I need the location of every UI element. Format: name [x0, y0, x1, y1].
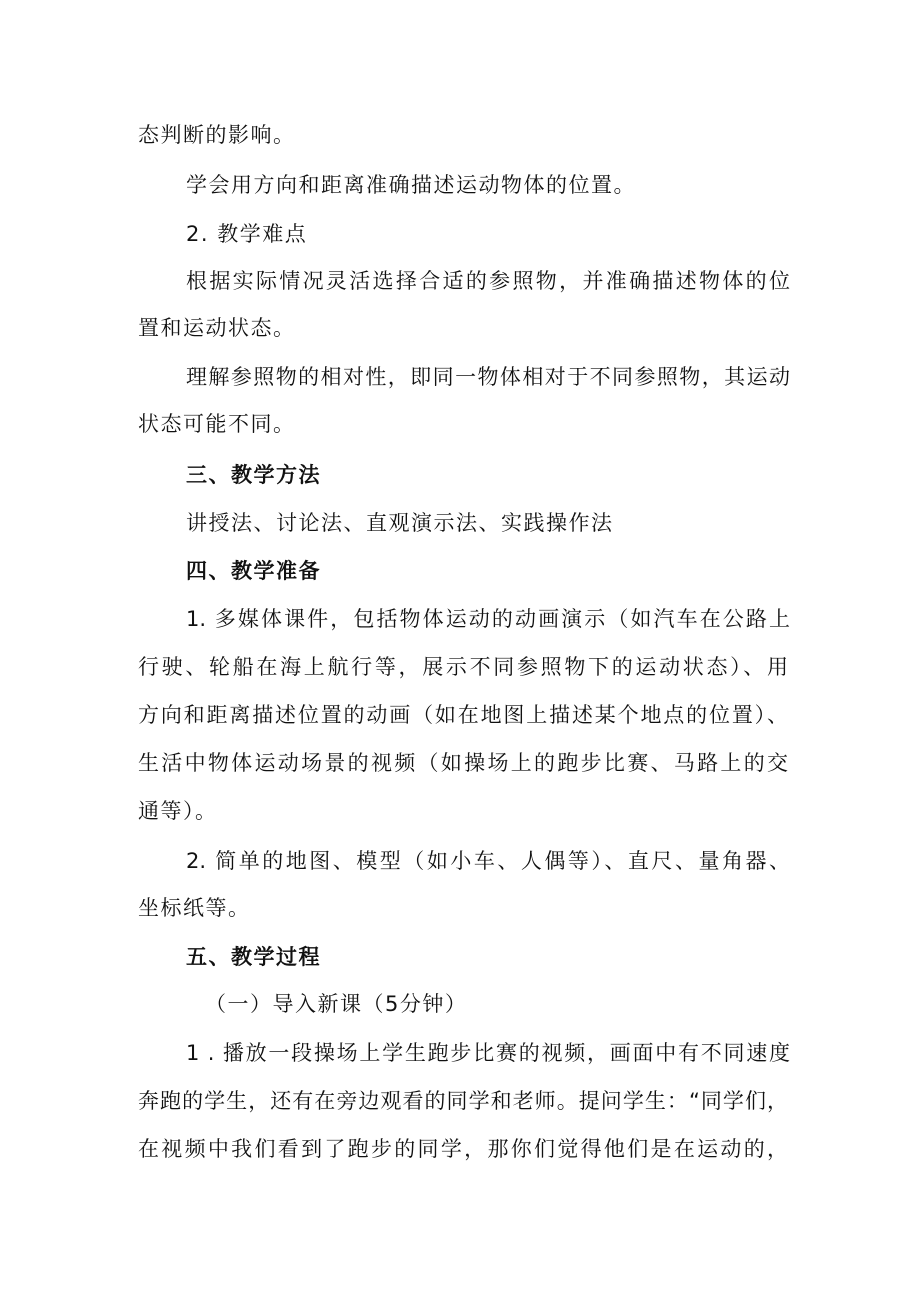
paragraph-line-process-3: 在视频中我们看到了跑步的同学，那你们觉得他们是在运动的，	[138, 1137, 788, 1161]
paragraph-line-prep-7: 坐标纸等。	[138, 896, 251, 920]
paragraph-line-1: 态判断的影响。	[138, 123, 296, 147]
paragraph-line-methods: 讲授法、讨论法、直观演示法、实践操作法	[186, 511, 614, 535]
paragraph-line-prep-4: 生活中物体运动场景的视频（如操场上的跑步比赛、马路上的交	[138, 751, 788, 775]
paragraph-line-2: 学会用方向和距离准确描述运动物体的位置。	[186, 173, 636, 197]
paragraph-line-6: 理解参照物的相对性，即同一物体相对于不同参照物，其运动	[186, 365, 790, 389]
paragraph-line-process-2: 奔跑的学生，还有在旁边观看的同学和老师。提问学生：“同学们，	[138, 1089, 788, 1113]
paragraph-line-prep-2: 行驶、轮船在海上航行等，展示不同参照物下的运动状态）、用	[138, 655, 788, 679]
paragraph-line-prep-5: 通等）。	[138, 799, 218, 823]
paragraph-line-prep-3: 方向和距离描述位置的动画（如在地图上描述某个地点的位置）、	[138, 703, 788, 727]
paragraph-line-5: 置和运动状态。	[138, 316, 296, 340]
paragraph-line-prep-1: 1. 多媒体课件，包括物体运动的动画演示（如汽车在公路上	[186, 607, 790, 631]
subheading-intro: （一）导入新课（5分钟）	[205, 992, 468, 1016]
paragraph-line-4: 根据实际情况灵活选择合适的参照物，并准确描述物体的位	[186, 269, 790, 293]
section-heading-preparation: 四、教学准备	[186, 559, 321, 583]
subheading-difficulties: 2. 教学难点	[186, 222, 308, 246]
paragraph-line-prep-6: 2. 简单的地图、模型（如小车、人偶等）、直尺、量角器、	[186, 849, 790, 873]
section-heading-methods: 三、教学方法	[186, 463, 321, 487]
paragraph-line-7: 状态可能不同。	[138, 412, 296, 436]
paragraph-line-process-1: 1 . 播放一段操场上学生跑步比赛的视频，画面中有不同速度	[186, 1041, 790, 1065]
section-heading-process: 五、教学过程	[186, 945, 321, 969]
